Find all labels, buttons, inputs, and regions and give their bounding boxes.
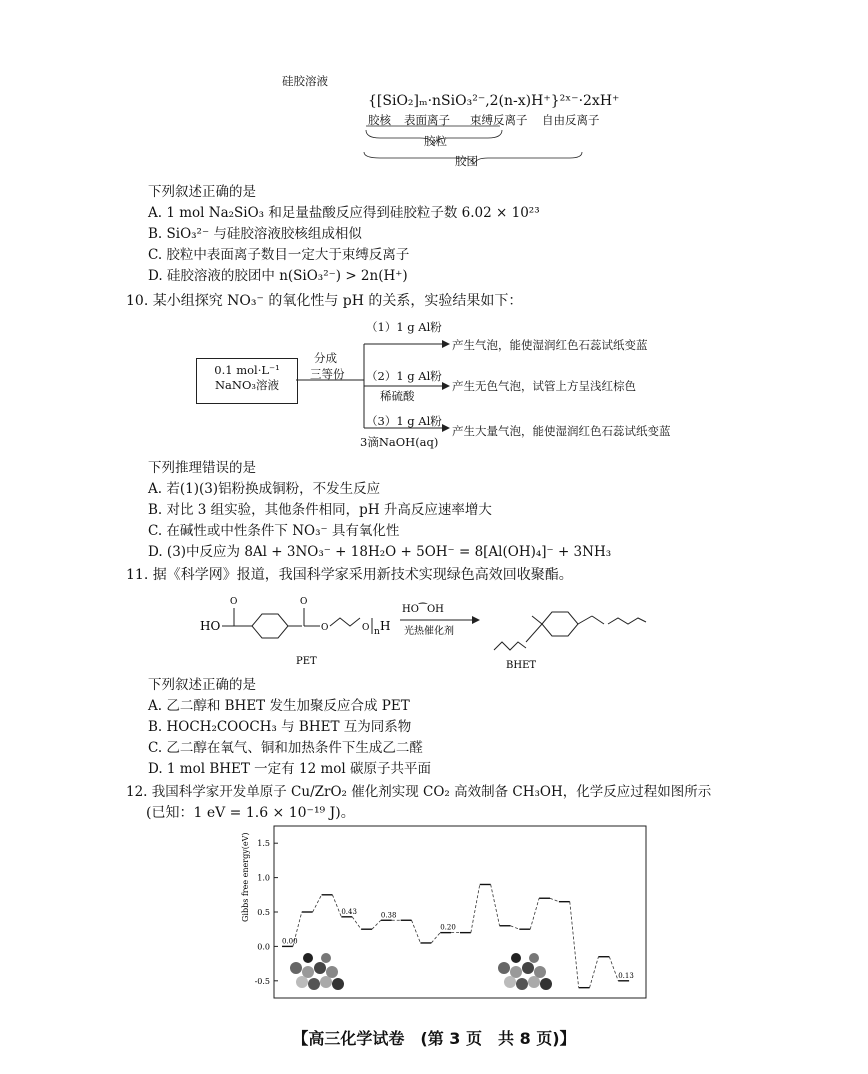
q10-title: 10. 某小组探究 NO₃⁻ 的氧化性与 pH 的关系，实验结果如下：: [126, 293, 523, 309]
micelle-formula: {[SiO₂]ₘ·nSiO₃²⁻,2(n-x)H⁺}²ˣ⁻·2xH⁺: [368, 93, 620, 109]
particle-label: 胶粒: [424, 134, 447, 148]
energy-connector: [530, 898, 539, 929]
nano3-box: [196, 358, 298, 404]
box-line1: 0.1 mol·L⁻¹: [214, 363, 280, 377]
branch1-result: 产生气泡，能使湿润红色石蕊试纸变蓝: [452, 338, 648, 352]
q9-option-d: D. 硅胶溶液的胶团中 n(SiO₃²⁻) > 2n(H⁺): [148, 268, 408, 284]
pet-o4: O: [362, 623, 370, 633]
split-line2: 三等份: [310, 367, 345, 381]
energy-connector: [550, 898, 559, 901]
energy-connector: [352, 917, 361, 929]
pet-label: PET: [296, 656, 317, 667]
branch1-condition: （1）1 g Al粉: [366, 320, 442, 334]
energy-connector: [510, 926, 519, 929]
q11-option-d: D. 1 mol BHET 一定有 12 mol 碳原子共平面: [148, 761, 431, 777]
pet-o2: O: [300, 597, 308, 607]
value-label: 0.00: [282, 937, 298, 946]
energy-connector: [332, 895, 341, 917]
energy-connector: [491, 884, 500, 925]
q12-note: (已知：1 eV = 1.6 × 10⁻¹⁹ J)。: [146, 805, 355, 821]
value-label: 0.13: [618, 971, 634, 980]
part-core: 胶核: [368, 113, 391, 127]
y-tick-label: -0.5: [254, 976, 270, 986]
q11-stem: 下列叙述正确的是: [148, 677, 256, 693]
energy-connector: [313, 895, 322, 912]
catalyst-label: 光热催化剂: [404, 626, 454, 637]
branch2-acid: 稀硫酸: [380, 389, 415, 403]
part-bound-counterion: 束缚反离子: [470, 113, 528, 127]
chart-ylabel: Gibbs free energy(eV): [241, 832, 250, 922]
y-tick-label: 0.5: [257, 908, 270, 917]
pet-o3: O: [321, 623, 329, 633]
y-tick-label: 1.0: [257, 873, 270, 883]
q9-option-a: A. 1 mol Na₂SiO₃ 和足量盐酸反应得到硅胶粒子数 6.02 × 10²³: [148, 205, 540, 221]
pet-reaction-scheme: [196, 592, 696, 672]
q9-stem: 下列叙述正确的是: [148, 184, 256, 200]
q12-title: 12. 我国科学家开发单原子 Cu/ZrO₂ 催化剂实现 CO₂ 高效制备 CH₃OH，化学反应过程如图所示: [126, 784, 712, 800]
branch3-result: 产生大量气泡，能使湿润红色石蕊试纸变蓝: [452, 424, 671, 438]
q10-option-c: C. 在碱性或中性条件下 NO₃⁻ 具有氧化性: [148, 523, 400, 539]
branch3-condition: （3）1 g Al粉: [366, 414, 442, 428]
pet-o1: O: [230, 597, 238, 607]
value-label: 0.20: [440, 923, 456, 932]
branch3-base: 3滴NaOH(aq): [360, 435, 439, 449]
energy-connector: [609, 957, 618, 981]
q11-option-c: C. 乙二醇在氧气、铜和加热条件下生成乙二醛: [148, 740, 423, 756]
q11-title: 11. 据《科学网》报道，我国科学家采用新技术实现绿色高效回收聚酯。: [126, 567, 573, 583]
q9-option-b: B. SiO₃²⁻ 与硅胶溶液胶核组成相似: [148, 226, 362, 242]
q10-option-d: D. (3)中反应为 8Al + 3NO₃⁻ + 18H₂O + 5OH⁻ = 8[Al(OH)₄]⁻ + 3NH₃: [148, 544, 612, 560]
branch2-result: 产生无色气泡，试管上方呈浅红棕色: [452, 379, 636, 393]
q9-option-c: C. 胶粒中表面离子数目一定大于束缚反离子: [148, 247, 410, 263]
branch2-condition: （2）1 g Al粉: [366, 369, 442, 383]
energy-connector: [590, 957, 599, 988]
value-label: 0.43: [341, 907, 357, 916]
split-line1: 分成: [314, 351, 337, 365]
micelle-label: 胶团: [455, 154, 478, 168]
box-line2: NaNO₃溶液: [214, 378, 280, 392]
energy-connector: [372, 920, 381, 929]
q10-option-a: A. 若(1)(3)铝粉换成铜粉，不发生反应: [148, 481, 381, 497]
part-surface-ion: 表面离子: [404, 113, 450, 127]
y-tick-label: 1.5: [257, 839, 270, 849]
y-tick-label: 0.0: [257, 942, 270, 952]
value-label: 0.38: [380, 911, 397, 920]
page-footer: 【高三化学试卷 (第 3 页 共 8 页)】: [292, 1029, 576, 1048]
energy-connector: [570, 902, 579, 988]
energy-connector: [471, 884, 480, 932]
pet-n: n: [374, 627, 380, 637]
gibbs-energy-chart: [238, 822, 650, 1002]
catalyst-model-left: [290, 953, 344, 990]
sol-label: 硅胶溶液: [282, 74, 328, 88]
part-free-counterion: 自由反离子: [542, 113, 600, 127]
reagent-ethylene-glycol: HO⁀OH: [402, 604, 444, 615]
energy-connector: [412, 920, 421, 943]
pet-ho: HO: [200, 619, 221, 633]
bhet-label: BHET: [506, 660, 537, 671]
q11-option-b: B. HOCH₂COOCH₃ 与 BHET 互为同系物: [148, 719, 412, 735]
q11-option-a: A. 乙二醇和 BHET 发生加聚反应合成 PET: [148, 698, 410, 714]
catalyst-model-right: [498, 953, 552, 990]
q10-option-b: B. 对比 3 组实验，其他条件相同，pH 升高反应速率增大: [148, 502, 492, 518]
energy-connector: [431, 933, 440, 943]
pet-h: H: [380, 619, 391, 633]
q10-stem: 下列推理错误的是: [148, 460, 256, 476]
